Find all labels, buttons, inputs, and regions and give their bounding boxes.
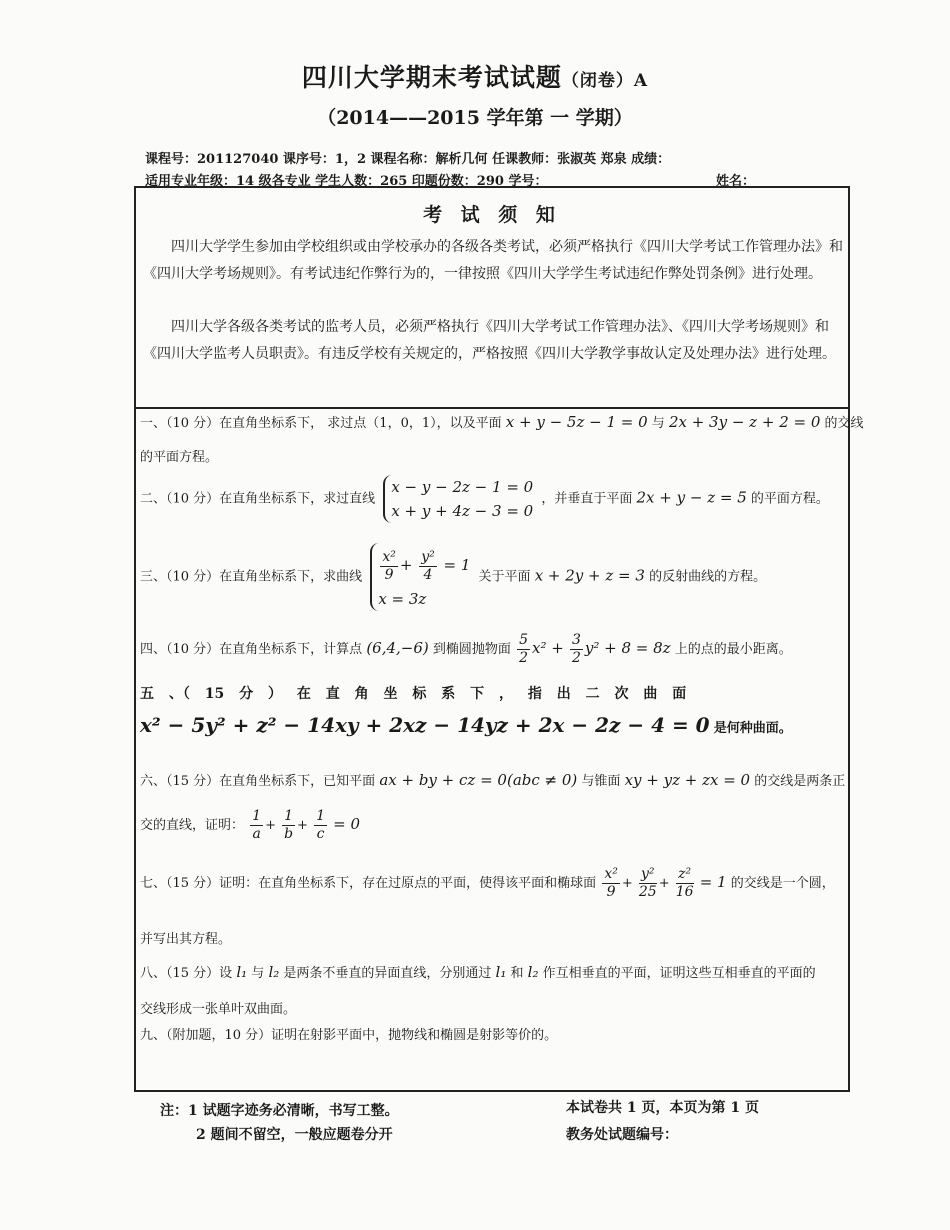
q2-plane: 2x + y − z = 5 [636, 488, 747, 507]
question-4: 四、（10 分）在直角坐标系下，计算点 (6,4,−6) 到椭圆抛物面 $\frac{5}{2}$ x² + $\frac{3}{2}$ y² + 8 = 8z 上的点的最小距离。 [140, 632, 792, 666]
question-1-cont: 的平面方程。 [140, 450, 219, 465]
question-3: 三、（10 分）在直角坐标系下，求曲线 $\frac{\text{x²}}{9}$ + $\frac{\text{y²}}{4}$ = 1 x = 3z 关于平面 x + 2y + z = 3 的反射曲线的方程。 [140, 543, 766, 611]
question-5-eq-line: x² − 5y² + z² − 14xy + 2xz − 14yz + 2x − 2z − 4 = 0 是何种曲面。 [140, 713, 792, 737]
question-2: 二、（10 分）在直角坐标系下，求过直线 x − y − 2z − 1 = 0 x + y + 4z − 3 = 0 ，并垂直于平面 2x + y − z = 5 的平面方程。 [140, 475, 829, 523]
notice-paragraph-2: 四川大学各级各类考试的监考人员，必须严格执行《四川大学考试工作管理办法》、《四川大学考场规则》和《四川大学监考人员职责》。有违反学校有关规定的，严格按照《四川大学教学事故认定及处理办法》进行处理。 [143, 319, 836, 362]
notice-paragraph-1: 四川大学学生参加由学校组织或由学校承办的各级各类考试，必须严格执行《四川大学考试工作管理办法》和《四川大学考场规则》。有考试违纪作弊行为的，一律按照《四川大学学生考试违纪作弊处罚条例》进行处理。 [143, 239, 843, 282]
q4-point: (6,4,−6) [366, 639, 429, 657]
question-1: 一、（10 分）在直角坐标系下， 求过点（1，0，1），以及平面 x + y − 5z − 1 = 0 与 2x + 3y − z + 2 = 0 的交线 [140, 413, 864, 431]
footer-page-count: 本试卷共 1 页，本页为第 1 页 [566, 1100, 759, 1116]
footer-code-label: 教务处试题编号： [566, 1127, 678, 1143]
q2-line-system: x − y − 2z − 1 = 0 x + y + 4z − 3 = 0 [383, 475, 533, 523]
student-info-line: 适用专业年级：14 级各专业 学生人数：265 印题份数：290 学号： [145, 174, 548, 189]
footer-note-1: 注：1 试题字迹务必清晰，书写工整。 [160, 1103, 399, 1119]
course-info-line: 课程号：201127040 课序号：1，2 课程名称：解析几何 任课教师：张淑英 郑泉 成绩： [145, 152, 671, 167]
q6-cone: xy + yz + zx = 0 [624, 771, 751, 789]
question-6: 六、（15 分）在直角坐标系下，已知平面 ax + by + cz = 0(abc ≠ 0) 与锥面 xy + yz + zx = 0 的交线是两条正 [140, 771, 846, 789]
question-8: 八、（15 分）设 l₁ 与 l₂ 是两条不垂直的异面直线，分别通过 l₁ 和 l₂ 作互相垂直的平面，证明这些互相垂直的平面的 [140, 963, 816, 981]
question-5: 五 、（ 15 分 ） 在 直 角 坐 标 系 下 ， 指 出 二 次 曲 面 [140, 686, 687, 702]
q1-plane-2: 2x + 3y − z + 2 = 0 [668, 413, 821, 431]
question-6-cont: 交的直线，证明： $\frac{1}{a}$ + $\frac{1}{b}$ + $\frac{1}{c}$ = 0 [140, 808, 361, 842]
question-8-cont: 交线形成一张单叶双曲面。 [140, 1002, 297, 1017]
notice-title: 考 试 须 知 [423, 204, 561, 226]
footer-note-2: 2 题间不留空，一般应题卷分开 [196, 1127, 393, 1143]
question-9: 九、（附加题，10 分）证明在射影平面中，抛物线和椭圆是射影等价的。 [140, 1028, 558, 1043]
question-7-cont: 并写出其方程。 [140, 932, 232, 947]
q3-plane: x + 2y + z = 3 [534, 566, 645, 585]
question-7: 七、（15 分）证明：在直角坐标系下，存在过原点的平面，使得该平面和椭球面 $\frac{\text{x²}}{9}$ + $\frac{\text{y²}}{25}$ + $\frac{\text{z²}}{16}$ = 1 的交线是一个圆， [140, 866, 835, 900]
q1-plane-1: x + y − 5z − 1 = 0 [505, 413, 648, 431]
q3-curve-system: $\frac{\text{x²}}{9}$ + $\frac{\text{y²}}{4}$ = 1 x = 3z [370, 543, 470, 611]
name-label: 姓名： [716, 174, 756, 189]
exam-title-tag: （闭卷）A [561, 71, 649, 91]
exam-title: 四川大学期末考试试题（闭卷）A [301, 63, 649, 92]
exam-term: （2014——2015 学年第 一 学期） [317, 107, 633, 129]
q6-plane: ax + by + cz = 0(abc ≠ 0) [379, 771, 578, 789]
q5-surface-equation: x² − 5y² + z² − 14xy + 2xz − 14yz + 2x − 2z − 4 = 0 [140, 713, 710, 737]
